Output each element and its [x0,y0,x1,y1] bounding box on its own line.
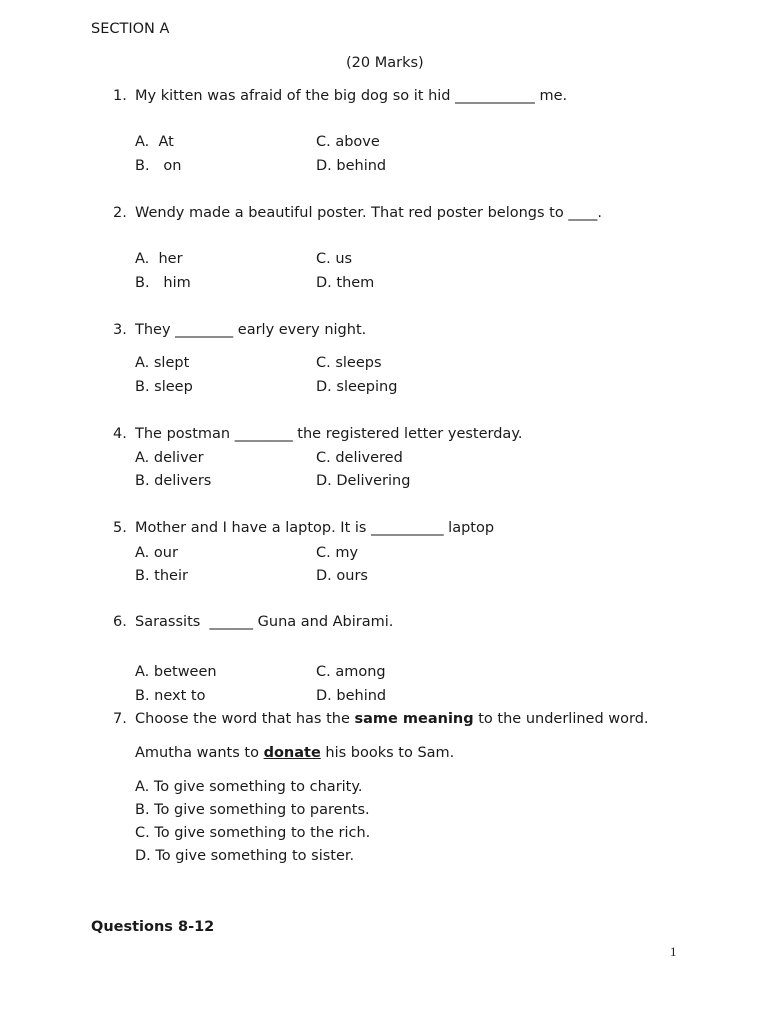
option-a: A. deliver [135,450,204,466]
option-d: D. them [316,275,375,291]
marks-label: (20 Marks) [346,55,424,71]
option-d: D. behind [316,158,387,174]
option-c: C. To give something to the rich. [135,825,371,841]
section-title: SECTION A [91,21,170,37]
question-number: 4. [113,426,127,442]
question-text: Sarassits ______ Guna and Abirami. [135,614,394,630]
option-d: D. behind [316,688,387,704]
option-d: D. sleeping [316,379,398,395]
question-number: 5. [113,520,127,536]
option-d: D. Delivering [316,473,411,489]
question-text: My kitten was afraid of the big dog so it hid ___________ me. [135,88,568,104]
option-a: A. At [135,134,174,150]
question-text [135,710,649,728]
option-c: C. among [316,664,386,680]
question-number: 7. [113,711,127,727]
question-text-start: Choose the word that has the [135,711,355,727]
sentence-start: Amutha wants to [135,745,264,761]
option-a: A. between [135,664,217,680]
question-number: 2. [113,205,127,221]
option-b: B. sleep [135,379,193,395]
question-number: 6. [113,614,127,630]
option-d: D. To give something to sister. [135,848,355,864]
question-number: 3. [113,322,127,338]
option-b: B. To give something to parents. [135,802,370,818]
option-b: B. their [135,568,188,584]
option-c: C. sleeps [316,355,382,371]
question-text: They ________ early every night. [135,322,367,338]
option-a: A. To give something to charity. [135,779,363,795]
option-c: C. above [316,134,380,150]
option-a: A. her [135,251,183,267]
question-text: The postman ________ the registered letter yesterday. [135,426,523,442]
page-number: 1 [670,944,677,959]
option-d: D. ours [316,568,368,584]
question-text-end: to the underlined word. [473,711,649,727]
option-b: B. him [135,275,191,291]
option-b: B. on [135,158,182,174]
question-number: 1. [113,88,127,104]
emphasis-same-meaning: same meaning [354,711,474,727]
option-c: C. delivered [316,450,403,466]
option-c: C. us [316,251,353,267]
option-a: A. slept [135,355,190,371]
option-a: A. our [135,545,178,561]
example-sentence [135,744,454,762]
underlined-word: donate [263,745,321,761]
option-b: B. delivers [135,473,212,489]
sentence-end: his books to Sam. [320,745,455,761]
option-c: C. my [316,545,359,561]
option-b: B. next to [135,688,206,704]
questions-8-12-heading: Questions 8-12 [91,919,215,935]
question-text: Wendy made a beautiful poster. That red poster belongs to ____. [135,205,602,221]
question-text: Mother and I have a laptop. It is __________ laptop [135,520,495,536]
